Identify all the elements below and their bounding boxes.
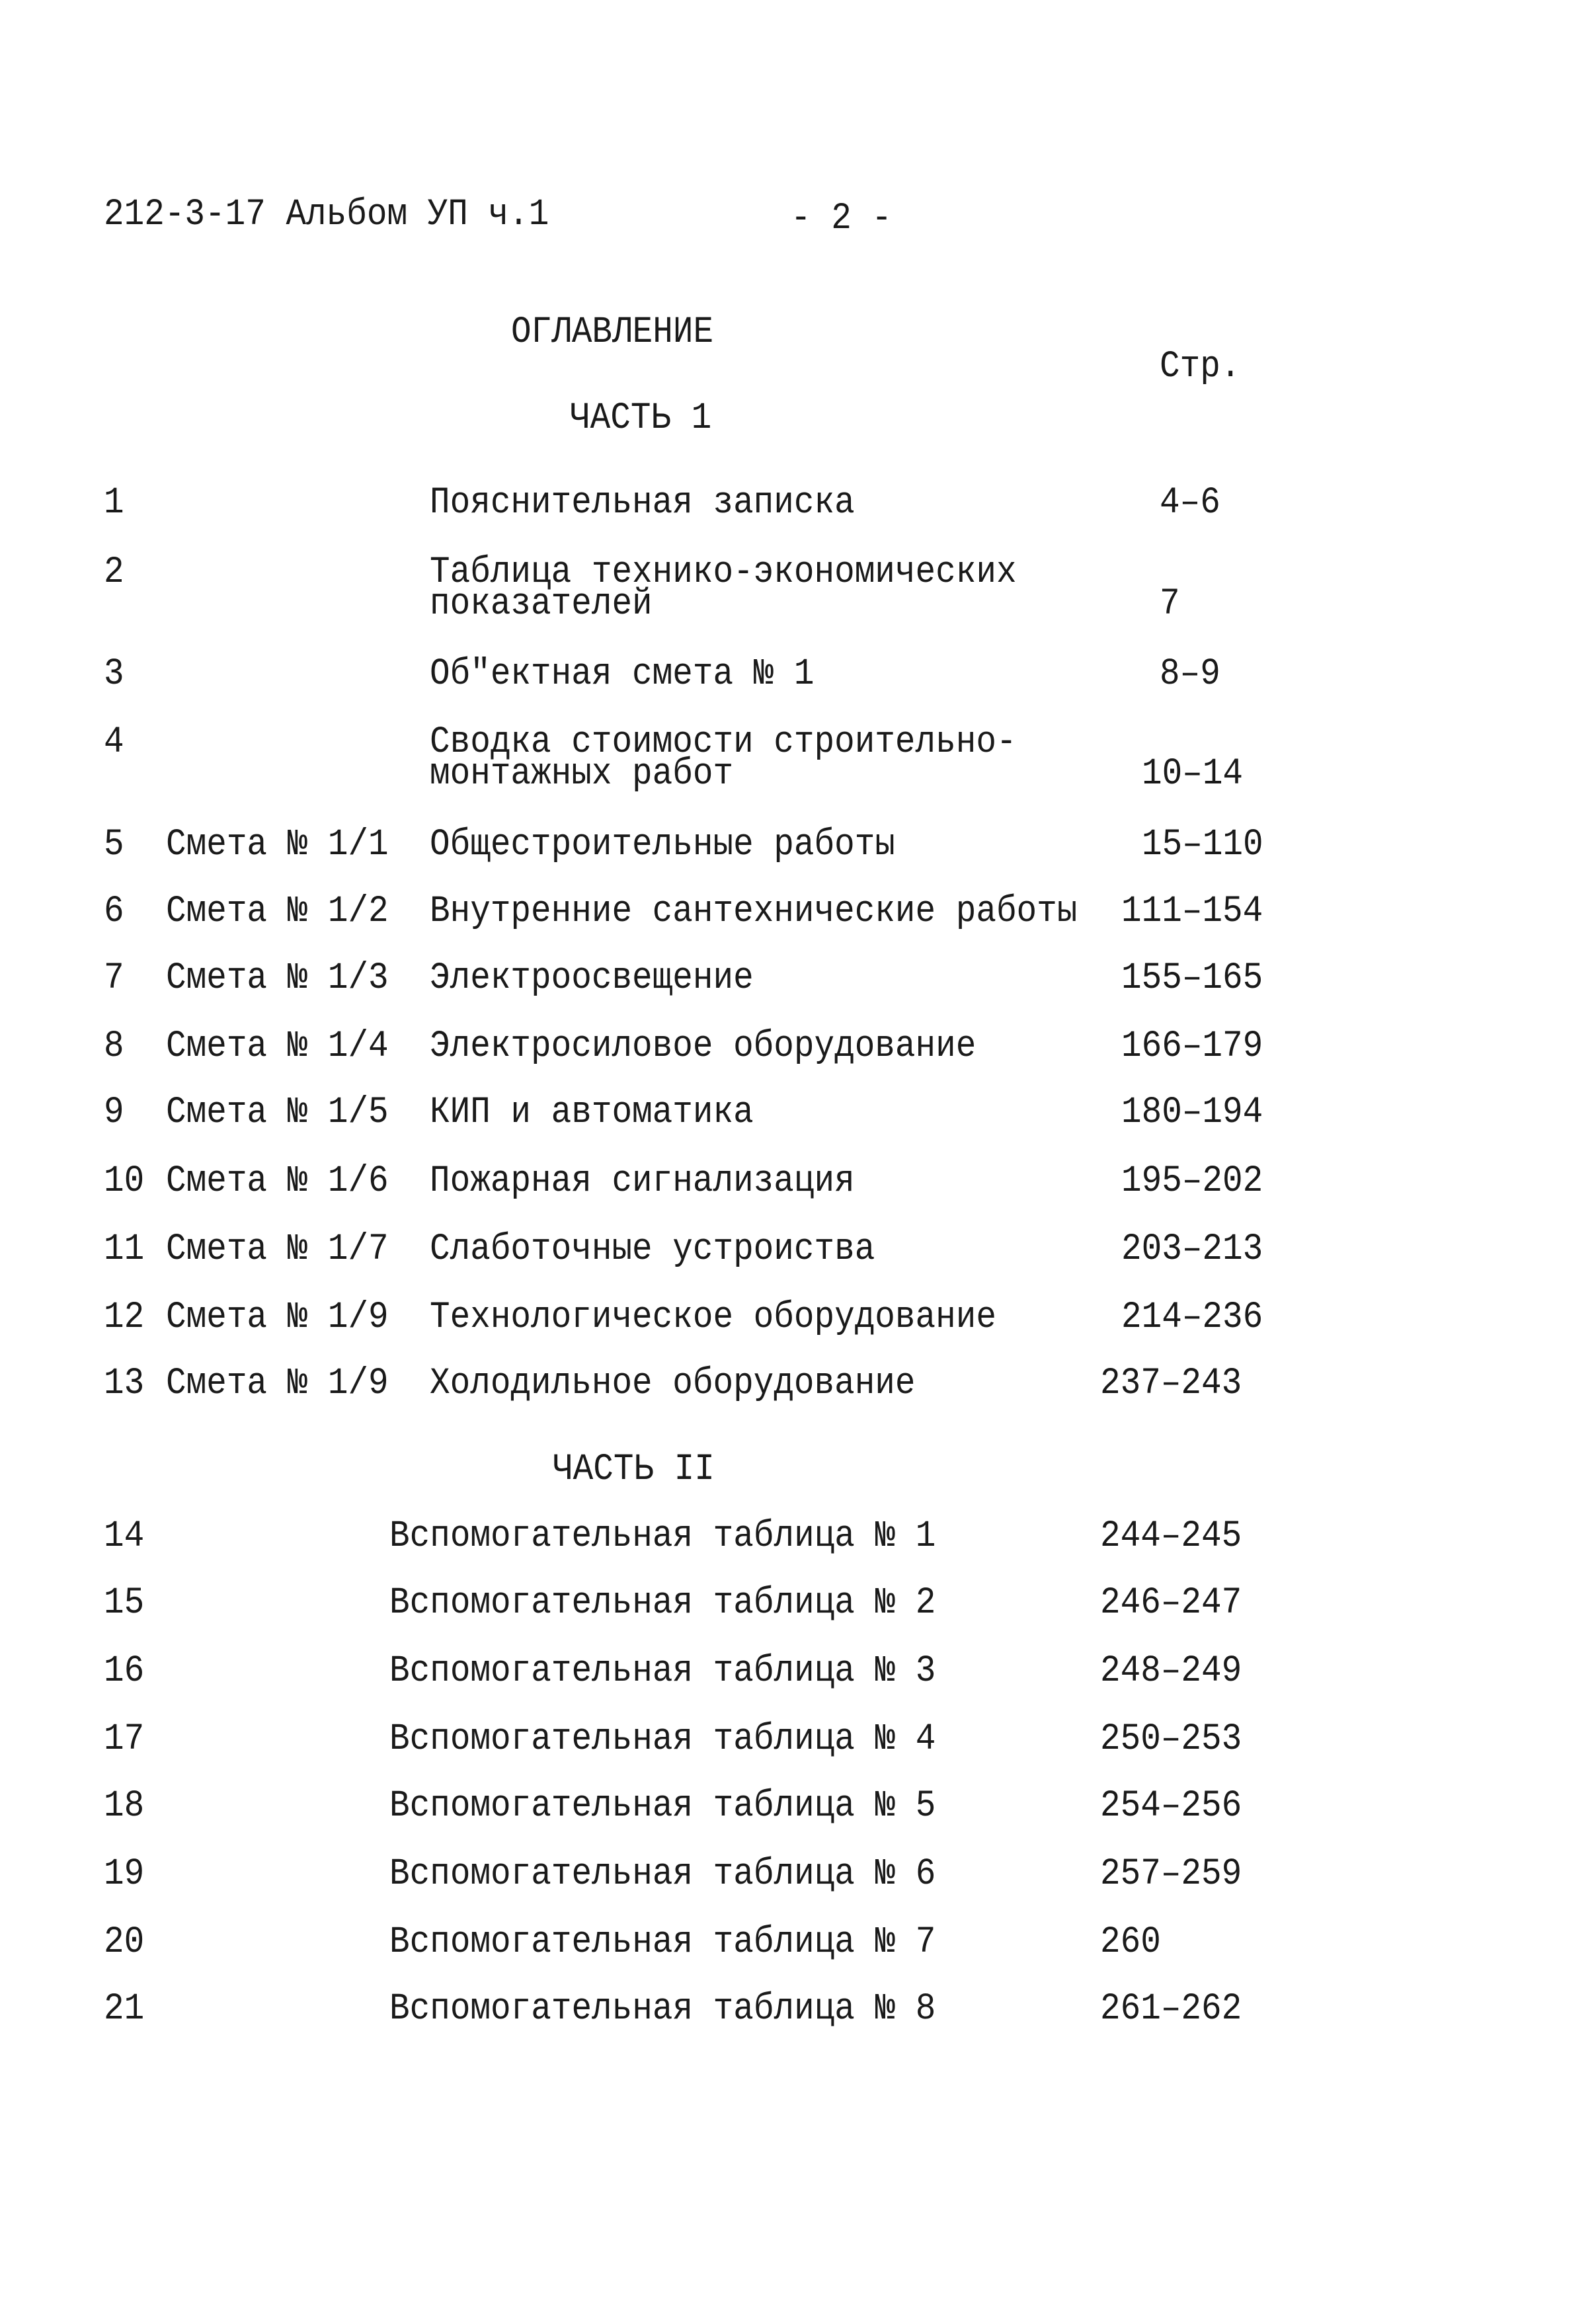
row-title: Слаботочные устроиства — [430, 1229, 875, 1271]
row-title: Об"ектная смета № 1 — [430, 654, 815, 696]
row-number: 14 — [104, 1516, 145, 1558]
row-title: Внутренние сантехнические работы — [430, 891, 1078, 933]
row-pages: 250–253 — [1100, 1719, 1242, 1761]
row-pages: 214–236 — [1121, 1297, 1263, 1339]
row-pages: 8–9 — [1160, 654, 1220, 696]
row-number: 6 — [104, 891, 124, 933]
row-pages: 7 — [1160, 584, 1180, 625]
estimate-number: Смета № 1/6 — [166, 1161, 389, 1203]
row-title: КИП и автоматика — [430, 1092, 754, 1134]
row-number: 12 — [104, 1297, 145, 1339]
row-title: Вспомогательная таблица № 3 — [389, 1651, 936, 1693]
row-number: 18 — [104, 1786, 145, 1827]
row-number: 11 — [104, 1229, 145, 1271]
row-pages: 261–262 — [1100, 1989, 1242, 2030]
row-pages: 203–213 — [1121, 1229, 1263, 1271]
row-title: Вспомогательная таблица № 5 — [389, 1786, 936, 1827]
row-number: 15 — [104, 1583, 145, 1624]
estimate-number: Смета № 1/4 — [166, 1026, 389, 1068]
row-number: 7 — [104, 958, 124, 1000]
row-pages: 246–247 — [1100, 1583, 1242, 1624]
row-pages: 155–165 — [1121, 958, 1263, 1000]
row-number: 2 — [104, 552, 124, 594]
row-title: Вспомогательная таблица № 7 — [389, 1922, 936, 1964]
row-number: 5 — [104, 824, 124, 866]
part2-heading: ЧАСТЬ II — [553, 1449, 715, 1491]
row-title: Таблица технико-экономических — [430, 552, 1017, 594]
row-pages: 248–249 — [1100, 1651, 1242, 1693]
row-title: Вспомогательная таблица № 8 — [389, 1989, 936, 2030]
row-title: Электроосвещение — [430, 958, 754, 1000]
row-title: Пояснительная записка — [430, 483, 855, 524]
row-number: 4 — [104, 722, 124, 764]
row-number: 13 — [104, 1363, 145, 1405]
estimate-number: Смета № 1/2 — [166, 891, 389, 933]
row-number: 20 — [104, 1922, 145, 1964]
row-pages: 166–179 — [1121, 1026, 1263, 1068]
estimate-number: Смета № 1/1 — [166, 824, 389, 866]
row-pages: 180–194 — [1121, 1092, 1263, 1134]
pages-column-label: Стр. — [1160, 346, 1241, 388]
row-title-continued: показателей — [430, 584, 653, 625]
document-code: 212-3-17 Альбом УП ч.1 — [104, 194, 549, 236]
row-pages: 260 — [1100, 1922, 1161, 1964]
row-number: 16 — [104, 1651, 145, 1693]
row-pages: 111–154 — [1121, 891, 1263, 933]
row-number: 3 — [104, 654, 124, 696]
row-pages: 244–245 — [1100, 1516, 1242, 1558]
row-title: Электросиловое оборудование — [430, 1026, 977, 1068]
row-pages: 237–243 — [1100, 1363, 1242, 1405]
row-title: Вспомогательная таблица № 1 — [389, 1516, 936, 1558]
row-pages: 257–259 — [1100, 1854, 1242, 1896]
toc-title: ОГЛАВЛЕНИЕ — [511, 312, 714, 354]
estimate-number: Смета № 1/5 — [166, 1092, 389, 1134]
row-number: 1 — [104, 483, 124, 524]
row-pages: 254–256 — [1100, 1786, 1242, 1827]
row-title-continued: монтажных работ — [430, 754, 734, 795]
estimate-number: Смета № 1/7 — [166, 1229, 389, 1271]
part1-heading: ЧАСТЬ 1 — [570, 398, 712, 440]
row-title: Сводка стоимости строительно- — [430, 722, 1017, 764]
row-title: Вспомогательная таблица № 4 — [389, 1719, 936, 1761]
row-number: 17 — [104, 1719, 145, 1761]
row-number: 21 — [104, 1989, 145, 2030]
row-title: Вспомогательная таблица № 2 — [389, 1583, 936, 1624]
estimate-number: Смета № 1/3 — [166, 958, 389, 1000]
row-title: Пожарная сигнализация — [430, 1161, 855, 1203]
row-title: Холодильное оборудование — [430, 1363, 916, 1405]
row-pages: 4–6 — [1160, 483, 1220, 524]
row-number: 10 — [104, 1161, 145, 1203]
row-pages: 10–14 — [1142, 754, 1244, 795]
row-title: Общестроительные работы — [430, 824, 895, 866]
page-number: - 2 - — [791, 198, 893, 240]
row-title: Технологическое оборудование — [430, 1297, 996, 1339]
row-pages: 15–110 — [1142, 824, 1263, 866]
row-pages: 195–202 — [1121, 1161, 1263, 1203]
row-number: 8 — [104, 1026, 124, 1068]
row-number: 19 — [104, 1854, 145, 1896]
row-title: Вспомогательная таблица № 6 — [389, 1854, 936, 1896]
estimate-number: Смета № 1/9 — [166, 1363, 389, 1405]
row-number: 9 — [104, 1092, 124, 1134]
estimate-number: Смета № 1/9 — [166, 1297, 389, 1339]
